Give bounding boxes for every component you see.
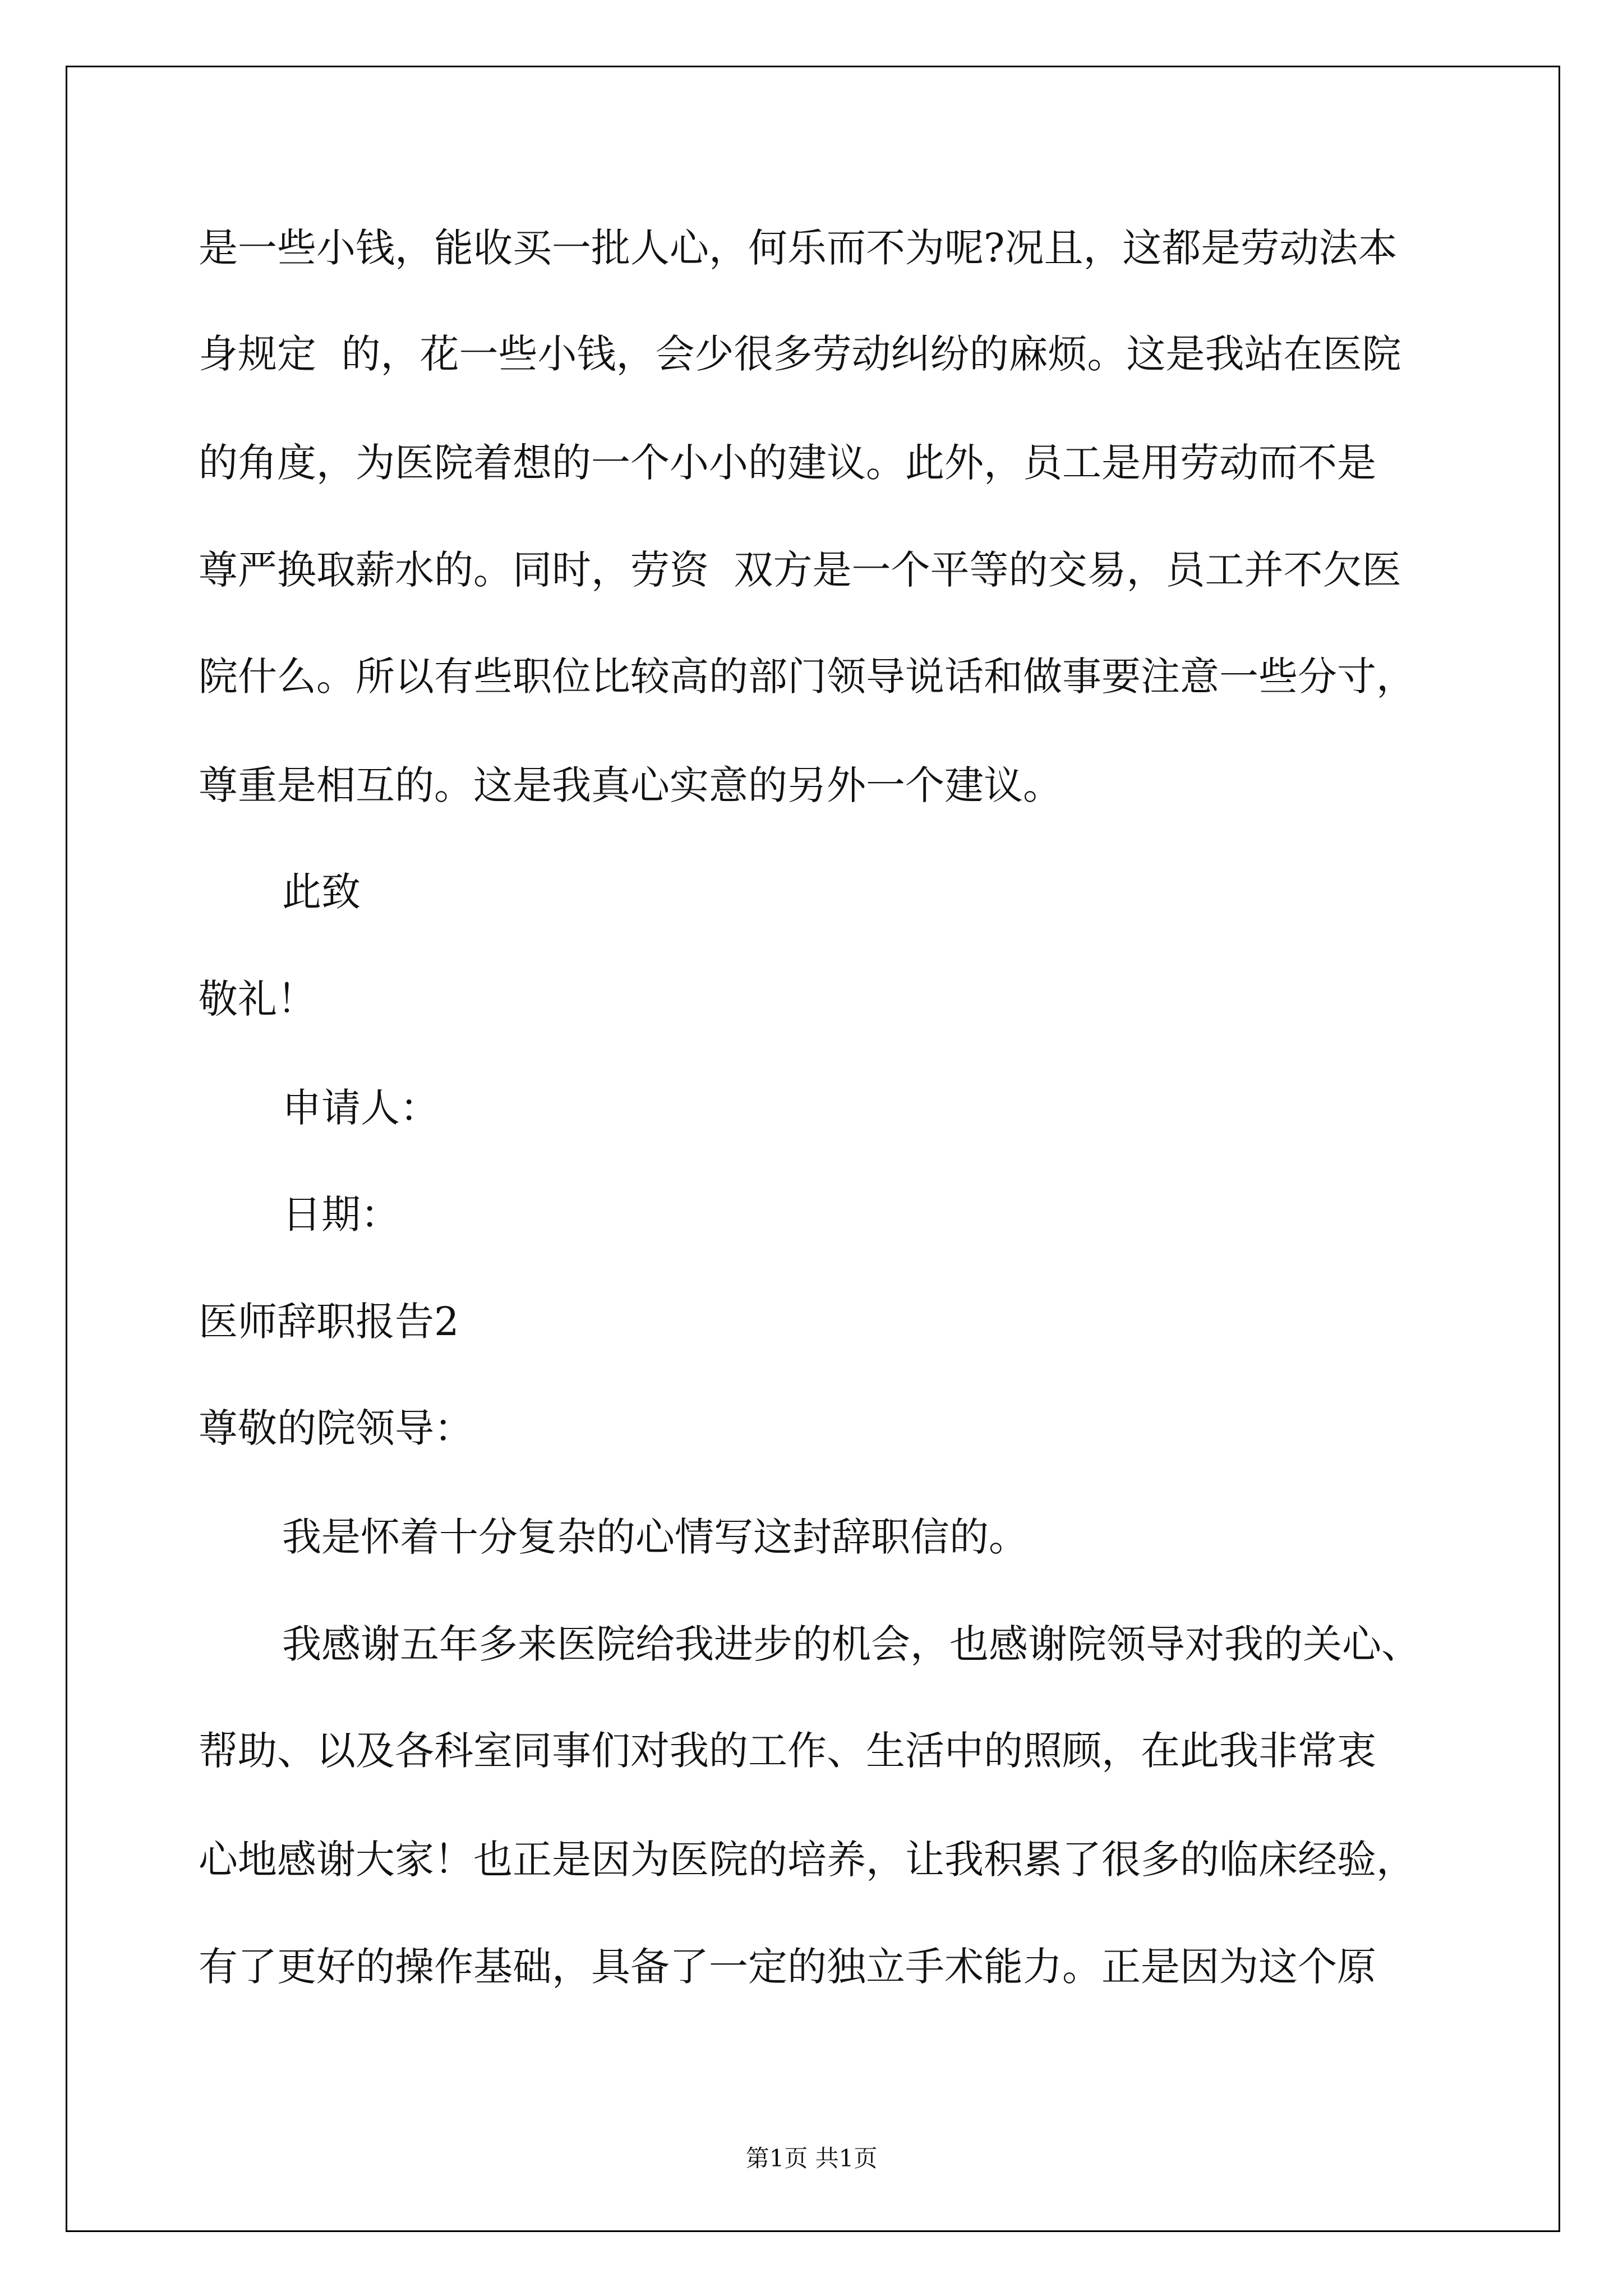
- body-text-line: 院什么。所以有些职位比较高的部门领导说话和做事要注意一些分寸，: [199, 654, 1415, 700]
- body-text-line: 身规定 的，花一些小钱，会少很多劳动纠纷的麻烦。这是我站在医院: [199, 331, 1401, 377]
- body-text-line: 的角度，为医院着想的一个小小的建议。此外，员工是用劳动而不是: [199, 440, 1376, 486]
- page-number-footer: 第1页 共1页: [745, 2145, 878, 2172]
- body-text-line: 帮助、以及各科室同事们对我的工作、生活中的照顾，在此我非常衷: [199, 1728, 1376, 1774]
- body-text-line: 尊重是相互的。这是我真心实意的另外一个建议。: [199, 762, 1062, 808]
- body-text-line: 是一些小钱，能收买一批人心，何乐而不为呢?况且，这都是劳动法本: [199, 225, 1398, 271]
- body-text-line: 有了更好的操作基础，具备了一定的独立手术能力。正是因为这个原: [199, 1944, 1376, 1990]
- salutation-jingli: 敬礼！: [199, 976, 316, 1022]
- letter-greeting: 尊敬的院领导：: [199, 1405, 473, 1451]
- body-text-line: 心地感谢大家！也正是因为医院的培养，让我积累了很多的临床经验，: [199, 1837, 1415, 1883]
- applicant-label: 申请人：: [282, 1085, 439, 1131]
- body-text-line: 尊严换取薪水的。同时，劳资 双方是一个平等的交易，员工并不欠医: [199, 547, 1401, 593]
- section-title: 医师辞职报告2: [199, 1299, 459, 1345]
- body-text-line: 我感谢五年多来医院给我进步的机会，也感谢院领导对我的关心、: [282, 1621, 1421, 1667]
- body-text-line: 我是怀着十分复杂的心情写这封辞职信的。: [282, 1514, 1028, 1560]
- page-border: [66, 66, 1560, 2232]
- date-label: 日期：: [282, 1191, 400, 1237]
- salutation-cizhi: 此致: [282, 869, 361, 915]
